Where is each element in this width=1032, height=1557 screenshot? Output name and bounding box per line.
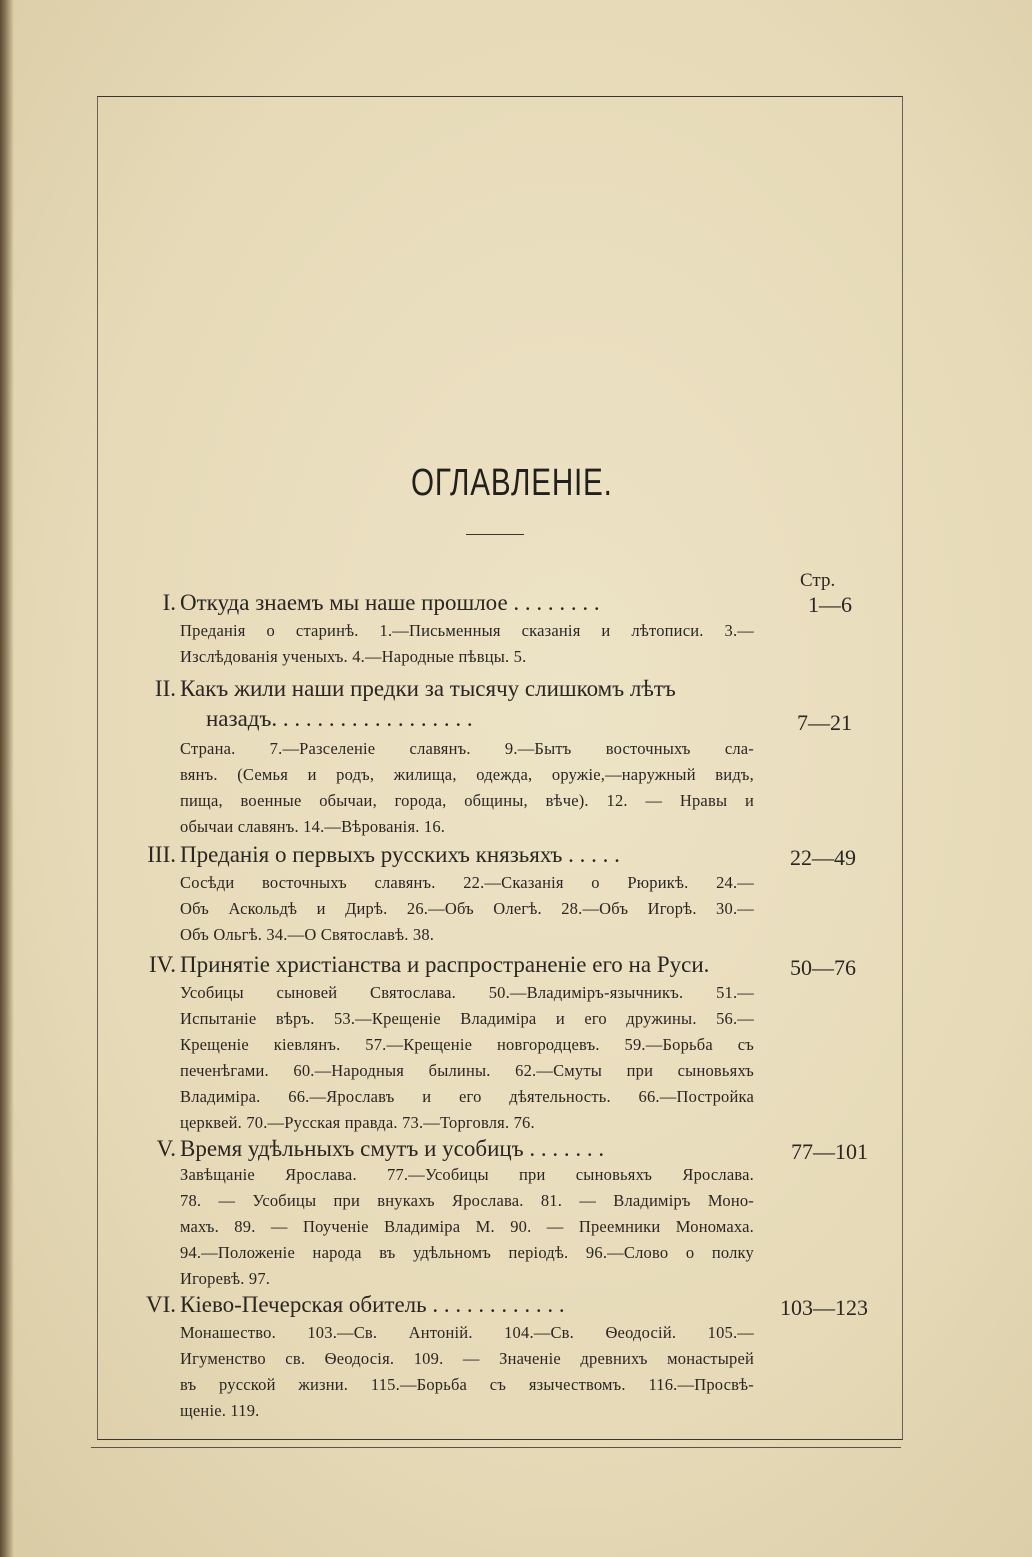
chapter-description [180, 1320, 754, 1424]
description-line: Крещеніе кіевлянъ. 57.—Крещеніе новгородцевъ. 59.—Борьба съ [180, 1035, 754, 1054]
description-line: Сосѣди восточныхъ славянъ. 22.—Сказанія о Рюрикѣ. 24.— [180, 873, 754, 892]
chapter-title: Время удѣльныхъ смутъ и усобицъ . . . . . . . [180, 1136, 605, 1161]
description-line: 94.—Положеніе народа въ удѣльномъ періодѣ. 96.—Слово о полку [180, 1243, 754, 1262]
description-line: Объ Ольгѣ. 34.—О Святославѣ. 38. [180, 925, 435, 944]
description-line: вянъ. (Семья и родъ, жилища, одежда, оружіе,—наружный видъ, [180, 765, 754, 784]
description-line: Изслѣдованія ученыхъ. 4.—Народные пѣвцы. 5. [180, 647, 527, 666]
chapter-pages: 103—123 [780, 1295, 868, 1320]
chapter-description [180, 1162, 754, 1292]
description-line: 78. — Усобицы при внукахъ Ярослава. 81. — Владиміръ Моно- [180, 1191, 754, 1210]
chapter-description [180, 618, 754, 670]
chapter-title: Принятіе христіанства и распространеніе его на Руси. [180, 952, 710, 977]
chapter-pages: 22—49 [790, 845, 856, 870]
chapter-description [180, 736, 754, 840]
description-line: Монашество. 103.—Св. Антоній. 104.—Св. Ѳеодосій. 105.— [180, 1323, 754, 1342]
description-line: Владиміра. 66.—Ярославъ и его дѣятельность. 66.—Постройка [180, 1087, 754, 1106]
chapter-pages: 50—76 [790, 955, 856, 980]
description-line: щеніе. 119. [180, 1401, 260, 1420]
chapter-number: V. [156, 1136, 176, 1161]
description-line: Игуменство св. Ѳеодосія. 109. — Значеніе древнихъ монастырей [180, 1349, 754, 1368]
chapter-number: IV. [148, 952, 176, 977]
chapter-description [180, 870, 754, 948]
frame-bottom-rule [91, 1447, 901, 1448]
description-line: Страна. 7.—Разселеніе славянъ. 9.—Бытъ восточныхъ сла- [180, 739, 754, 758]
book-spine-shadow [0, 0, 14, 1557]
chapter-number: VI. [145, 1292, 176, 1317]
chapter-title-continued: назадъ. . . . . . . . . . . . . . . . . . [206, 706, 473, 731]
chapter-title: Преданія о первыхъ русскихъ князьяхъ . . . . . [180, 842, 620, 867]
chapter-title: Какъ жили наши предки за тысячу слишкомъ лѣтъ [180, 676, 676, 701]
chapter-title: Кіево-Печерская обитель . . . . . . . . . . . . [180, 1292, 565, 1317]
page-title: ОГЛАВЛЕНІЕ. [411, 462, 613, 504]
description-line: печенѣгами. 60.—Народныя былины. 62.—Смуты при сыновьяхъ [180, 1061, 754, 1080]
description-line: церквей. 70.—Русская правда. 73.—Торговля. 76. [180, 1113, 535, 1132]
chapter-number: II. [154, 676, 176, 701]
chapter-number: III. [147, 842, 176, 867]
description-line: Усобицы сыновей Святослава. 50.—Владиміръ-язычникъ. 51.— [180, 983, 754, 1002]
description-line: обычаи славянъ. 14.—Вѣрованія. 16. [180, 817, 446, 836]
chapter-number: I. [162, 590, 176, 615]
description-line: пища, военные обычаи, города, общины, вѣче). 12. — Нравы и [180, 791, 754, 810]
chapter-pages: 7—21 [797, 710, 852, 735]
description-line: махъ. 89. — Поученіе Владиміра М. 90. — Преемники Мономаха. [180, 1217, 754, 1236]
description-line: Завѣщаніе Ярослава. 77.—Усобицы при сыновьяхъ Ярослава. [180, 1165, 754, 1184]
description-line: Игоревѣ. 97. [180, 1269, 271, 1288]
pages-column-header: Стр. [800, 570, 836, 591]
chapter-title: Откуда знаемъ мы наше прошлое . . . . . . . . [180, 590, 600, 615]
chapter-description [180, 980, 754, 1136]
description-line: Преданія о старинѣ. 1.—Письменныя сказанія и лѣтописи. 3.— [180, 621, 754, 640]
chapter-pages: 77—101 [791, 1139, 868, 1164]
description-line: Объ Аскольдѣ и Дирѣ. 26.—Объ Олегѣ. 28.—Объ Игорѣ. 30.— [180, 899, 754, 918]
chapter-pages: 1—6 [808, 592, 852, 617]
description-line: въ русской жизни. 115.—Борьба съ язычествомъ. 116.—Просвѣ- [180, 1375, 754, 1394]
title-underline [466, 534, 524, 535]
description-line: Испытаніе вѣръ. 53.—Крещеніе Владиміра и его дружины. 56.— [180, 1009, 754, 1028]
